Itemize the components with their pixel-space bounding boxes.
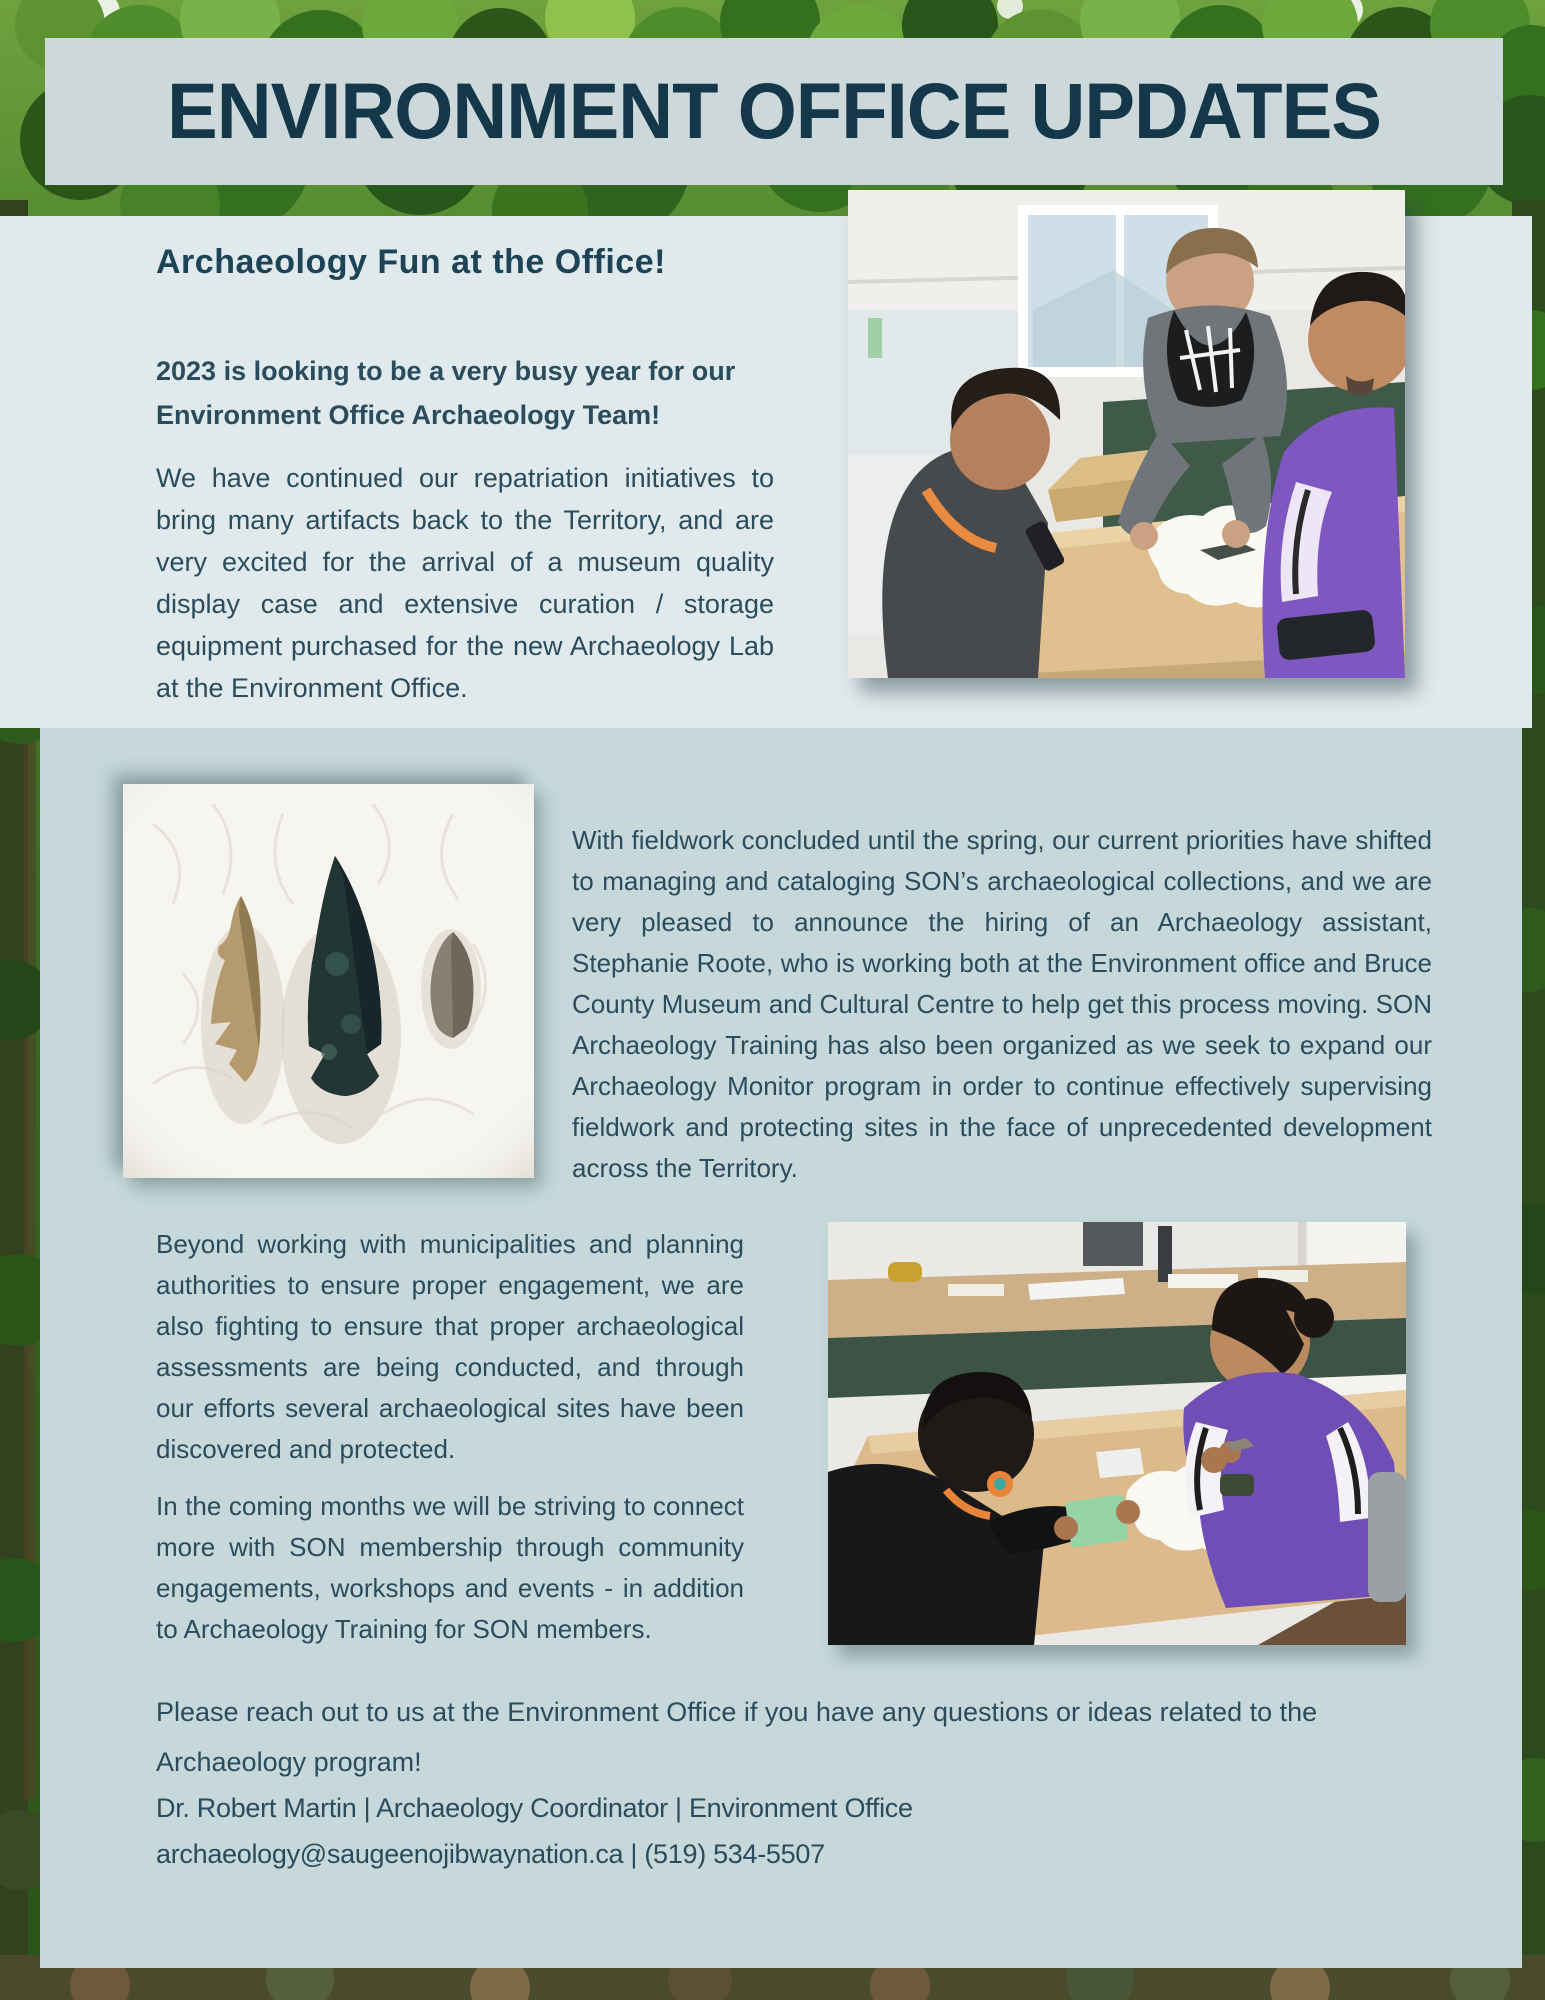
intro-bold-text: 2023 is looking to be a very busy year for our Environment Office Archaeology Team! — [156, 356, 736, 430]
title-banner — [45, 38, 1503, 185]
fieldwork-paragraph: With fieldwork concluded until the spring, our current priorities have shifted to managing and cataloging SON’s archaeological collections, and we are very pleased to announce the hiring of an Archaeology assistant, Stephanie Roote, who is working both at the Environment office and Bruce County Museum and Cultural Centre to help get this process moving. SON Archaeology Training has also been organized as we seek to expand our Archaeology Monitor program in order to continue effectively supervising fieldwork and protecting sites in the face of unprecedented development across the Territory. — [572, 825, 1432, 1183]
team-table-photo-illustration — [848, 190, 1405, 678]
repatriation-paragraph: We have continued our repatriation initiatives to bring many artifacts back to the Territory, and are very excited for the arrival of a museum quality display case and extensive curation / storage equipment purchased for the new Archaeology Lab at the Environment Office. — [156, 463, 774, 703]
team-table-photo — [848, 190, 1405, 678]
page-title: ENVIRONMENT OFFICE UPDATES — [167, 67, 1381, 156]
cataloging-desk-photo-illustration — [828, 1222, 1406, 1645]
contact-details-line: archaeology@saugeenojibwaynation.ca | (519) 534-5507 — [156, 1839, 825, 1869]
contact-name-line: Dr. Robert Martin | Archaeology Coordinator | Environment Office — [156, 1793, 913, 1823]
coming-months-paragraph: In the coming months we will be striving to connect more with SON membership through community engagements, workshops and events - in addition to Archaeology Training for SON members. — [156, 1491, 744, 1644]
cataloging-desk-photo — [828, 1222, 1406, 1645]
arrowheads-photo — [123, 784, 534, 1178]
contact-block — [156, 1785, 1426, 1877]
arrowheads-photo-illustration — [123, 784, 534, 1178]
article-heading: Archaeology Fun at the Office! — [156, 243, 666, 281]
reach-out-text: Please reach out to us at the Environment Office if you have any questions or ideas related to the Archaeology program! — [156, 1697, 1318, 1777]
municipalities-paragraph: Beyond working with municipalities and planning authorities to ensure proper engagement, we are also fighting to ensure that proper archaeological assessments are being conducted, and through our efforts several archaeological sites have been discovered and protected. — [156, 1229, 744, 1464]
